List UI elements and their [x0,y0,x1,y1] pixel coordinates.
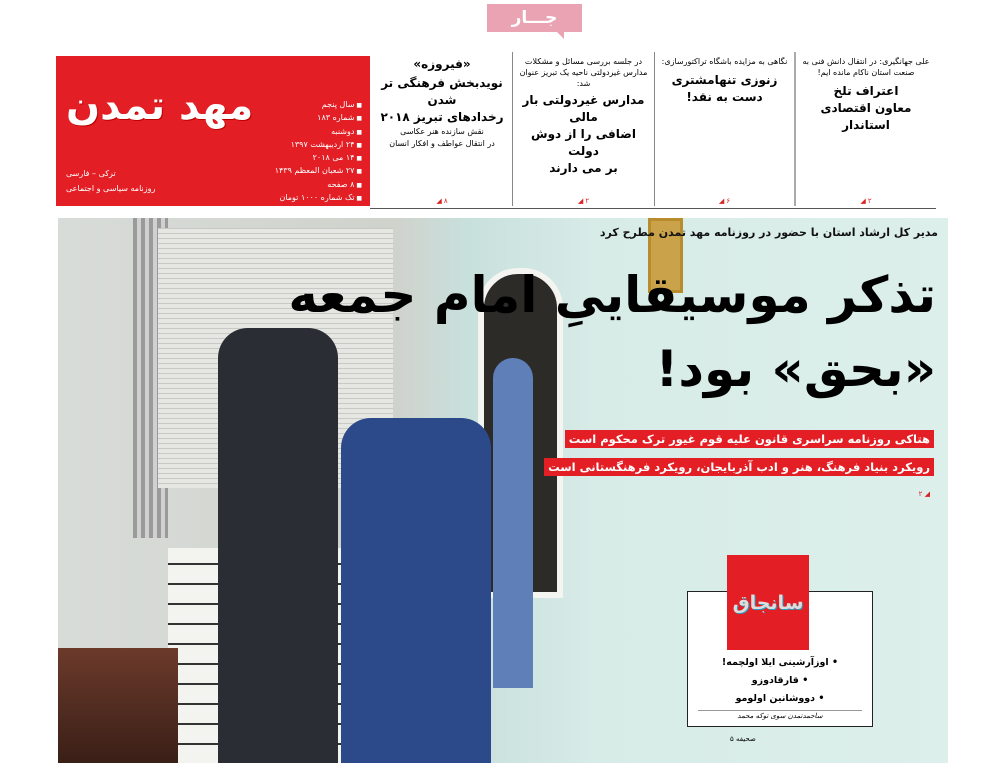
page-ref: ۸ ◢ [436,197,448,205]
signature: ساحمدتمدن سوی توکه محمد [698,710,862,721]
kicker: در جلسه بررسی مسائل و مشکلات مدارس غیردولتی ناحیه یک تبریز عنوان شد: [519,57,648,88]
masthead [56,56,370,206]
section-badge[interactable]: جـــار [487,4,582,32]
divider [370,208,936,209]
sanjaq-page-ref: صحیفه ۵ [730,735,756,743]
info-item: ■ ۲۴ اردیبهشت ۱۳۹۷ [275,139,362,152]
main-headline[interactable]: تذکر موسیقاییِ امام جمعه «بحق» بود! [288,266,936,398]
red-subhead[interactable]: هتاکی روزنامه سراسری قانون علیه قوم غیور ترک محکوم است [565,430,934,448]
headline[interactable]: زنوزی تنهامشتری دست به نقد! [671,73,778,104]
page-ref: ۲ ◢ [860,197,872,205]
headline[interactable]: اعتراف تلخ معاون اقتصادی استاندار [820,84,912,132]
languages: ترکی – فارسی [66,169,116,178]
headline[interactable]: مدارس غیردولتی بار مالی اضافی را از دوش دولت بر می دارند [522,93,645,175]
red-subhead[interactable]: رویکرد بنیاد فرهنگ، هنر و ادب آذربایجان، رویکرد فرهنگستانی است [544,458,934,476]
info-item: ■ ۸ صفحه [275,179,362,192]
overhead-line: مدیر کل ارشاد استان با حضور در روزنامه مهد تمدن مطرح کرد [599,226,938,239]
kicker: «فیروزه» [413,57,471,71]
sanjaq-logo-block [727,555,809,650]
headline[interactable]: نویدبخش فرهنگی تر شدن رخدادهای تبریز ۲۰۱۸ [380,76,504,124]
info-item: ■ ۲۷ شعبان المعظم ۱۴۳۹ [275,165,362,178]
newspaper-logo: مهد تمدن [66,83,254,129]
subhead: در انتقال عواطف و افکار انسان [389,139,495,148]
teaser-column[interactable] [794,52,936,206]
tagline: روزنامه سیاسی و اجتماعی [66,184,156,193]
sanjaq-logo: سانجاق [732,591,804,614]
person-door [493,358,533,688]
teaser-column[interactable] [654,52,794,206]
issue-info [275,99,362,205]
kicker: نگاهی به مزایده باشگاه تراکتورسازی: [661,57,788,66]
page-ref: ۶ ◢ [718,197,731,205]
info-item: ■ شماره ۱۸۳ [275,112,362,125]
desk [58,648,178,763]
sanjaq-items: • اوزآرشینی ایلا اولچمه! • قارقادوزو • دووشانین اولومو [721,657,839,704]
teaser-column[interactable] [512,52,654,206]
page-ref: ۲ ◢ [918,490,930,498]
info-item: ■ دوشنبه [275,126,362,139]
teaser-column[interactable] [372,52,512,206]
subhead: نقش سازنده هنر عکاسی [400,127,484,136]
kicker: علی جهانگیری: در انتقال دانش فنی به صنعت استان ناکام مانده ایم! [802,57,930,77]
info-item: ■ تک شماره ۱۰۰۰ تومان [275,192,362,205]
page-ref: ۲ ◢ [577,197,590,205]
info-item: ■ سال پنجم [275,99,362,112]
info-item: ■ ۱۴ می ۲۰۱۸ [275,152,362,165]
person-center [341,418,491,763]
